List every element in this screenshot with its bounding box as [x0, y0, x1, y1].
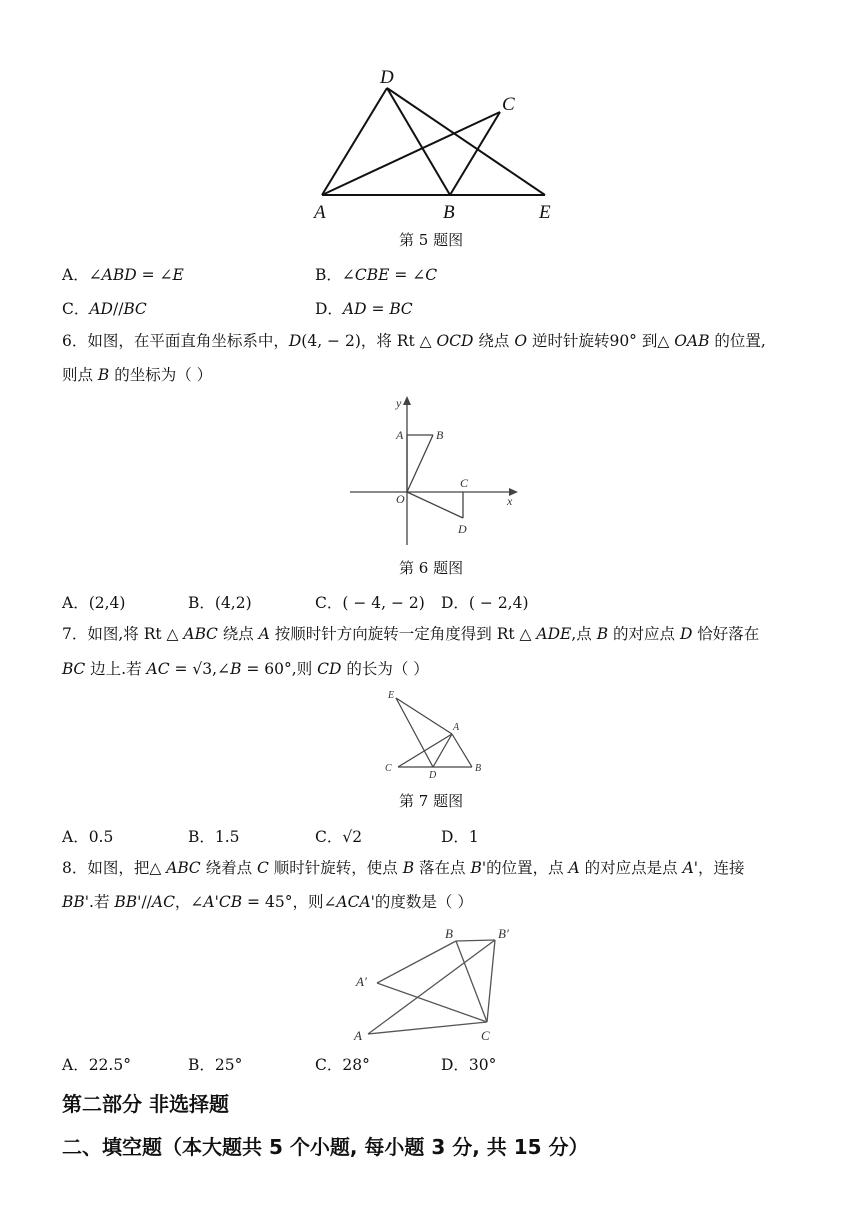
q6-option-d: D．( − 2,4): [441, 594, 529, 612]
q6-stem-line1: 6．如图，在平面直角坐标系中，𝐷(4, − 2)，将 Rt △ 𝑂𝐶𝐷 绕点 𝑂 逆时针旋转90° 到△ 𝑂𝐴𝐵 的位置,: [62, 332, 766, 350]
segment-BC: [456, 941, 487, 1022]
label-B: B: [445, 926, 453, 941]
q8-option-b: B．25°: [188, 1056, 243, 1074]
label-Ap: A′: [356, 974, 367, 989]
label-D: D: [458, 522, 467, 536]
label-A: A: [314, 202, 326, 223]
q7-option-a: A．0.5: [62, 828, 114, 846]
label-D: D: [380, 67, 394, 88]
segment-BBp: [456, 940, 495, 941]
q8-option-a: A．22.5°: [62, 1056, 131, 1074]
q6-option-a: A．(2,4): [62, 594, 126, 612]
q6-option-b: B．(4,2): [188, 594, 252, 612]
q8-option-d: D．30°: [441, 1056, 497, 1074]
q8-option-c: C．28°: [315, 1056, 370, 1074]
q8-stem-line2: 𝐵𝐵'.若 𝐵𝐵'//𝐴𝐶，∠𝐴'𝐶𝐵 = 45°，则∠𝐴𝐶𝐴'的度数是（ ）: [62, 893, 473, 911]
label-D: D: [429, 770, 437, 781]
q6-caption: 第 6 题图: [399, 559, 464, 577]
q5-option-b: B．∠𝐶𝐵𝐸 = ∠𝐶: [315, 266, 438, 284]
label-C: C: [385, 763, 392, 774]
q5-option-d: D．𝐴𝐷 = 𝐵𝐶: [315, 300, 413, 318]
q7-stem-line2: 𝐵𝐶 边上.若 𝐴𝐶 = √3,∠𝐵 = 60°,则 𝐶𝐷 的长为（ ）: [62, 660, 429, 678]
label-B: B: [475, 763, 482, 774]
label-x: x: [507, 494, 513, 508]
label-E: E: [388, 690, 395, 701]
label-A: A: [453, 722, 460, 733]
label-B: B: [443, 202, 455, 223]
q6-option-c: C．( − 4, − 2): [315, 594, 425, 612]
label-A: A: [396, 428, 404, 442]
label-A: A: [354, 1028, 362, 1043]
q5-caption: 第 5 题图: [399, 231, 464, 249]
label-y: y: [396, 396, 402, 410]
label-Bp: B′: [498, 926, 509, 941]
q5-option-a: A．∠𝐴𝐵𝐷 = ∠𝐸: [62, 266, 184, 284]
section-heading-part2: 第二部分 非选择题: [62, 1092, 229, 1116]
section-heading-fill-in: 二、填空题（本大题共 5 个小题, 每小题 3 分, 共 15 分）: [62, 1135, 589, 1159]
q7-option-b: B．1.5: [188, 828, 240, 846]
q7-option-d: D．1: [441, 828, 479, 846]
segment-ApB: [377, 941, 456, 983]
segment-BpC: [487, 940, 495, 1022]
q5-option-c: C．𝐴𝐷//𝐵𝐶: [62, 300, 147, 318]
label-C: C: [502, 94, 515, 115]
q7-caption: 第 7 题图: [399, 792, 464, 810]
label-C: C: [481, 1028, 490, 1043]
label-E: E: [539, 202, 551, 223]
label-B: B: [436, 428, 444, 442]
segment-ApC: [377, 983, 487, 1022]
label-O: O: [396, 492, 405, 506]
q8-stem-line1: 8．如图，把△ 𝐴𝐵𝐶 绕着点 𝐶 顺时针旋转，使点 𝐵 落在点 𝐵'的位置，点 𝐴 的对应点是点 𝐴'，连接: [62, 859, 745, 877]
q7-option-c: C．√2: [315, 828, 363, 846]
q6-stem-line2: 则点 𝐵 的坐标为（ ）: [62, 366, 213, 384]
segment-AC: [368, 1022, 487, 1034]
label-C: C: [460, 476, 469, 490]
q7-stem-line1: 7．如图,将 Rt △ 𝐴𝐵𝐶 绕点 𝐴 按顺时针方向旋转一定角度得到 Rt △ 𝐴𝐷𝐸,点 𝐵 的对应点 𝐷 恰好落在: [62, 625, 760, 643]
